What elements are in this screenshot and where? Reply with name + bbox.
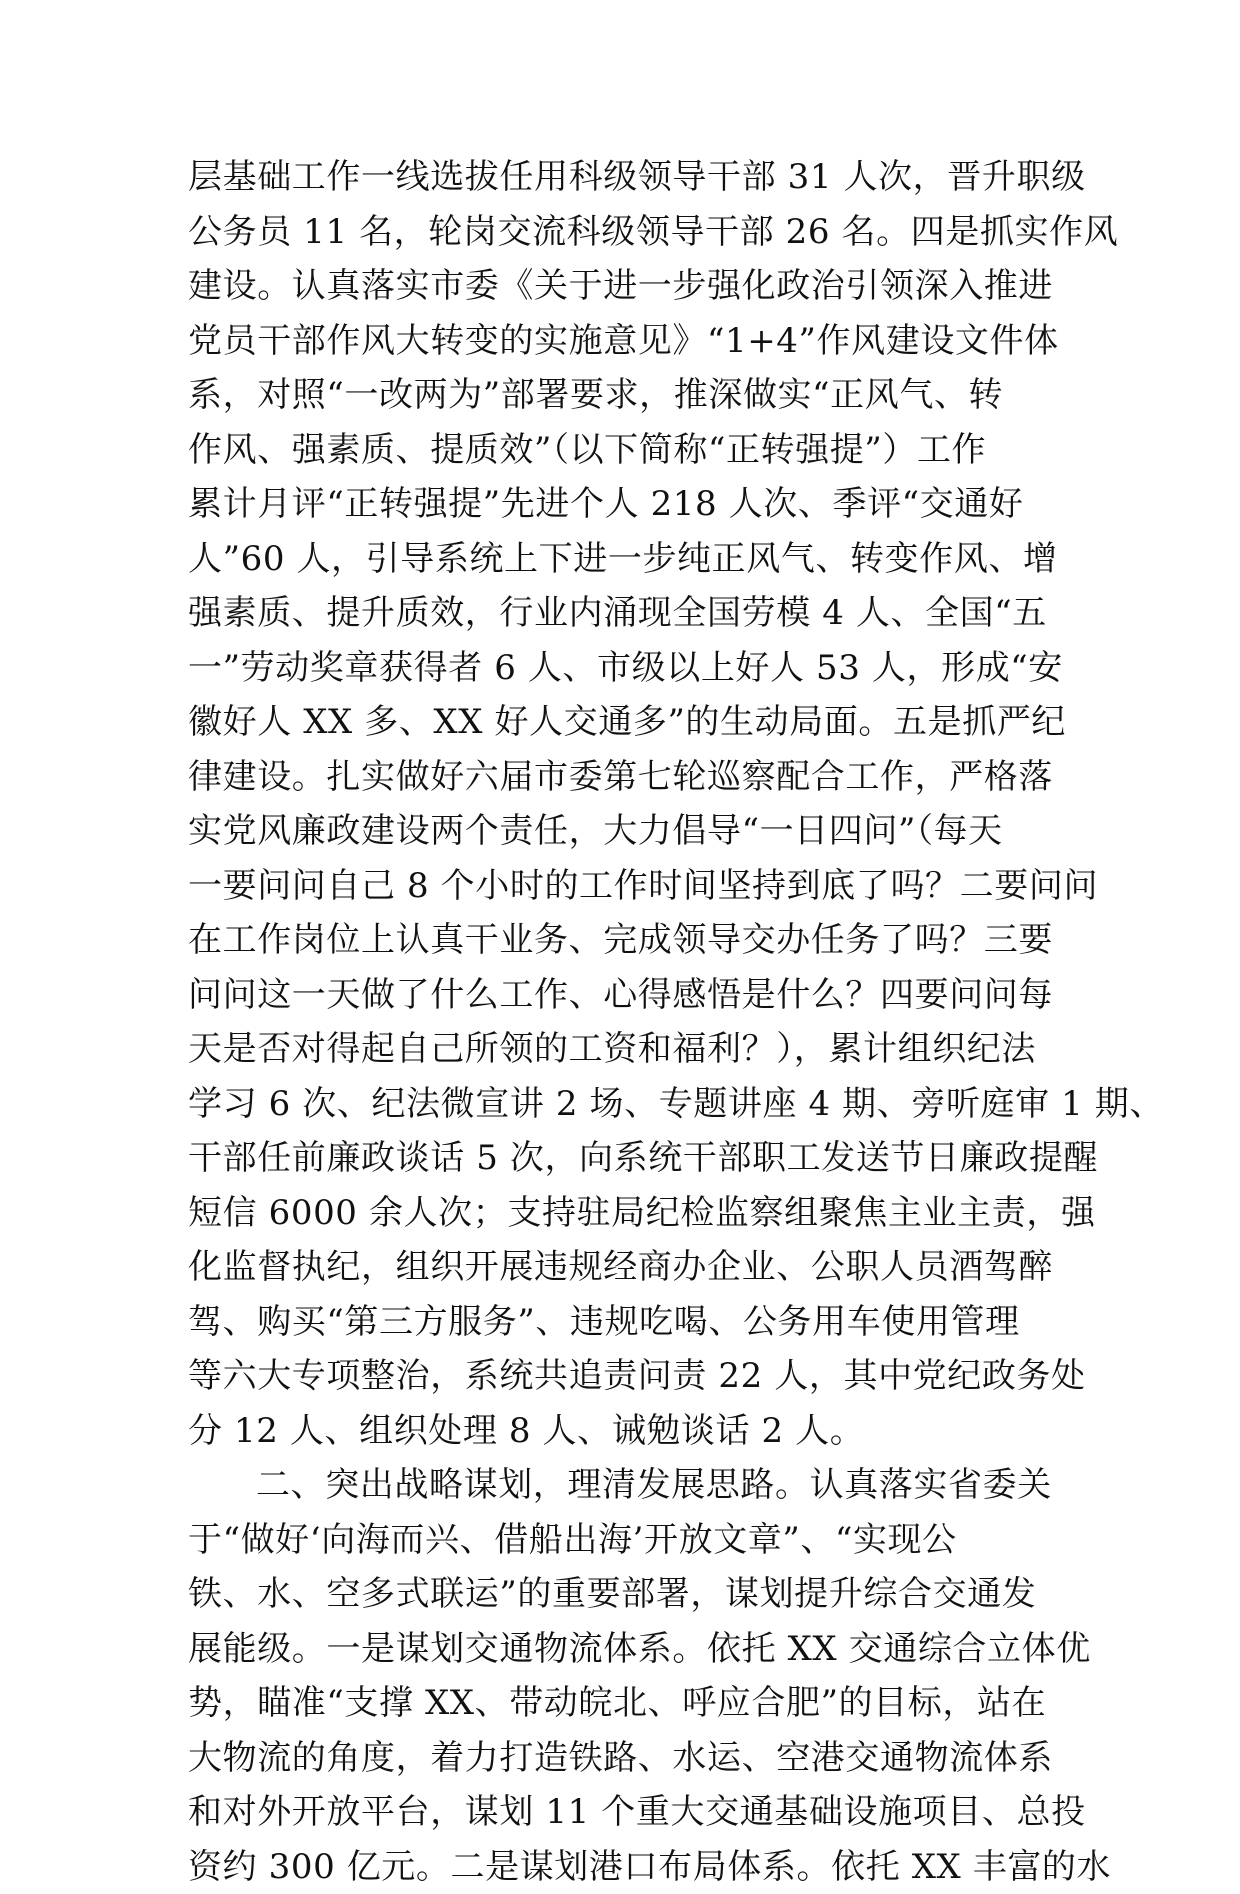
text-line: 徽好人 XX 多、XX 好人交通多”的生动局面。五是抓严纪 xyxy=(188,695,1058,750)
text-line: 和对外开放平台，谋划 11 个重大交通基础设施项目、总投 xyxy=(188,1785,1058,1840)
text-line: 天是否对得起自己所领的工资和福利？），累计组织纪法 xyxy=(188,1022,1058,1077)
text-line: 系，对照“一改两为”部署要求，推深做实“正风气、转 xyxy=(188,368,1058,423)
text-line: 资约 300 亿元。二是谋划港口布局体系。依托 XX 丰富的水 xyxy=(188,1840,1058,1894)
text-line: 一要问问自己 8 个小时的工作时间坚持到底了吗？二要问问 xyxy=(188,859,1058,914)
text-line: 铁、水、空多式联运”的重要部署，谋划提升综合交通发 xyxy=(188,1567,1058,1622)
text-line: 等六大专项整治，系统共追责问责 22 人，其中党纪政务处 xyxy=(188,1349,1058,1404)
text-line: 实党风廉政建设两个责任，大力倡导“一日四问”（每天 xyxy=(188,804,1058,859)
text-line: 公务员 11 名，轮岗交流科级领导干部 26 名。四是抓实作风 xyxy=(188,205,1058,260)
text-line: 势，瞄准“支撑 XX、带动皖北、呼应合肥”的目标，站在 xyxy=(188,1676,1058,1731)
text-line: 驾、购买“第三方服务”、违规吃喝、公务用车使用管理 xyxy=(188,1295,1058,1350)
text-line: 层基础工作一线选拔任用科级领导干部 31 人次，晋升职级 xyxy=(188,150,1058,205)
paragraph-start-line: 二、突出战略谋划，理清发展思路。认真落实省委关 xyxy=(188,1458,1058,1513)
text-line: 一”劳动奖章获得者 6 人、市级以上好人 53 人，形成“安 xyxy=(188,641,1058,696)
text-line: 化监督执纪，组织开展违规经商办企业、公职人员酒驾醉 xyxy=(188,1240,1058,1295)
text-line: 问问这一天做了什么工作、心得感悟是什么？四要问问每 xyxy=(188,968,1058,1023)
text-line: 学习 6 次、纪法微宣讲 2 场、专题讲座 4 期、旁听庭审 1 期、 xyxy=(188,1077,1058,1132)
document-body xyxy=(188,150,1058,1894)
text-line: 党员干部作风大转变的实施意见》“1+4”作风建设文件体 xyxy=(188,314,1058,369)
text-line: 强素质、提升质效，行业内涌现全国劳模 4 人、全国“五 xyxy=(188,586,1058,641)
text-line: 展能级。一是谋划交通物流体系。依托 XX 交通综合立体优 xyxy=(188,1622,1058,1677)
text-line: 干部任前廉政谈话 5 次，向系统干部职工发送节日廉政提醒 xyxy=(188,1131,1058,1186)
text-line: 律建设。扎实做好六届市委第七轮巡察配合工作，严格落 xyxy=(188,750,1058,805)
text-line: 在工作岗位上认真干业务、完成领导交办任务了吗？三要 xyxy=(188,913,1058,968)
text-line: 于“做好‘向海而兴、借船出海’开放文章”、“实现公 xyxy=(188,1513,1058,1568)
text-line: 大物流的角度，着力打造铁路、水运、空港交通物流体系 xyxy=(188,1731,1058,1786)
text-line: 建设。认真落实市委《关于进一步强化政治引领深入推进 xyxy=(188,259,1058,314)
text-line: 分 12 人、组织处理 8 人、诫勉谈话 2 人。 xyxy=(188,1404,1058,1459)
text-line: 短信 6000 余人次；支持驻局纪检监察组聚焦主业主责，强 xyxy=(188,1186,1058,1241)
text-line: 作风、强素质、提质效”（以下简称“正转强提”）工作 xyxy=(188,423,1058,478)
text-line: 人”60 人，引导系统上下进一步纯正风气、转变作风、增 xyxy=(188,532,1058,587)
text-line: 累计月评“正转强提”先进个人 218 人次、季评“交通好 xyxy=(188,477,1058,532)
